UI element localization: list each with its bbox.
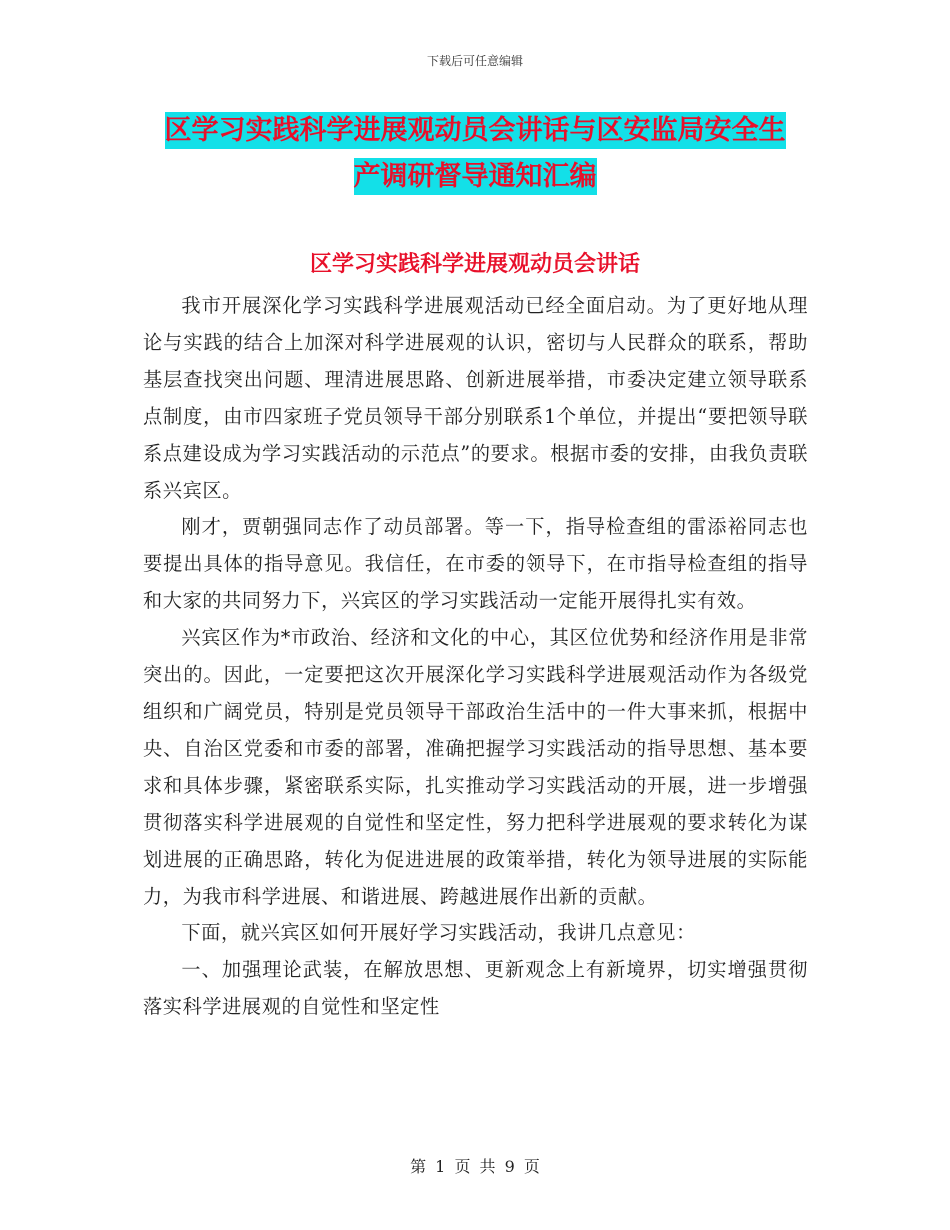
title-line-2: 产调研督导通知汇编 [354, 158, 597, 195]
document-body [143, 288, 808, 1026]
title-line-1: 区学习实践科学进展观动员会讲话与区安监局安全生 [165, 112, 786, 149]
paragraph: 我市开展深化学习实践科学进展观活动已经全面启动。为了更好地从理论与实践的结合上加深对科学进展观的认识，密切与人民群众的联系，帮助基层查找突出问题、理清进展思路、创新进展举措，市委决定建立领导联系点制度，由市四家班子党员领导干部分别联系1个单位，并提出“要把领导联系点建设成为学习实践活动的示范点”的要求。根据市委的安排，由我负责联系兴宾区。 [143, 294, 808, 502]
paragraph: 兴宾区作为*市政治、经济和文化的中心，其区位优势和经济作用是非常突出的。因此，一定要把这次开展深化学习实践科学进展观活动作为各级党组织和广阔党员，特别是党员领导干部政治生活中的一件大事来抓，根据中央、自治区党委和市委的部署，准确把握学习实践活动的指导思想、基本要求和具体步骤，紧密联系实际，扎实推动学习实践活动的开展，进一步增强贯彻落实科学进展观的自觉性和坚定性，努力把科学进展观的要求转化为谋划进展的正确思路，转化为促进进展的政策举措，转化为领导进展的实际能力，为我市科学进展、和谐进展、跨越进展作出新的贡献。 [143, 626, 808, 908]
section-title: 区学习实践科学进展观动员会讲话 [309, 251, 640, 277]
paragraph: 一、加强理论武装，在解放思想、更新观念上有新境界，切实增强贯彻落实科学进展观的自觉性和坚定性 [143, 958, 808, 1019]
header-note: 下载后可任意编辑 [426, 54, 523, 68]
page-footer: 第 1 页 共 9 页 [410, 1157, 540, 1176]
paragraph: 下面，就兴宾区如何开展好学习实践活动，我讲几点意见： [181, 921, 696, 945]
paragraph: 刚才，贾朝强同志作了动员部署。等一下，指导检查组的雷添裕同志也要提出具体的指导意见。我信任，在市委的领导下，在市指导检查组的指导和大家的共同努力下，兴宾区的学习实践活动一定能开展得扎实有效。 [143, 515, 808, 613]
document-title [140, 108, 810, 200]
